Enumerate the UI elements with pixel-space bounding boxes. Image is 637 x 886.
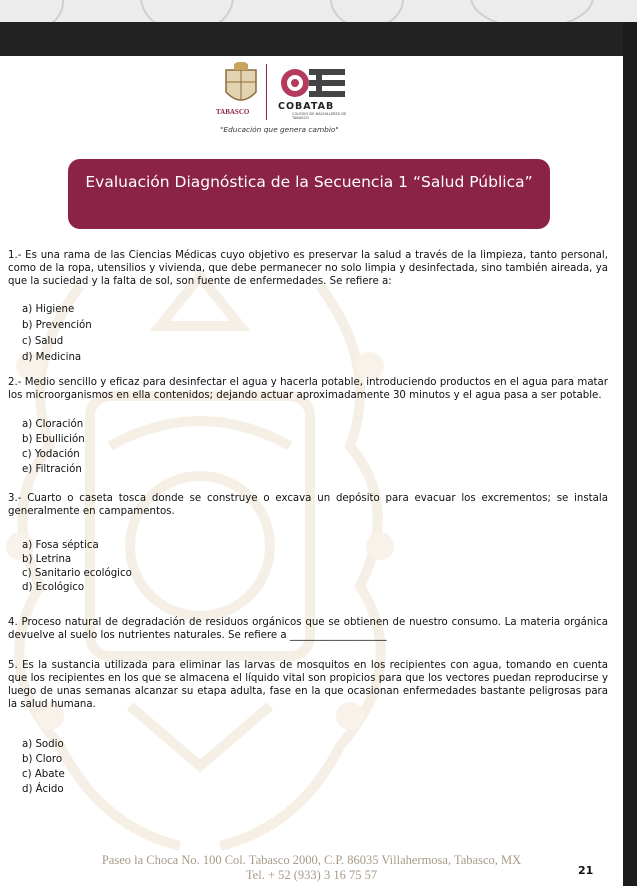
page-number: 21 [578,864,594,877]
question-5-option-b: b) Cloro [22,754,63,765]
question-5: 5. Es la sustancia utilizada para eliminar las larvas de mosquitos en los recipientes con agua, tomando en cuenta que los recipientes en los que se almacena el líquido vital son propicios para que los vectores puedan reproducirse y luego de unas semanas alcanzar su etapa adulta, fase en la que ocasionan enfermedades bastante peligrosas para la salud humana. [8,660,608,710]
document-page [0,56,623,886]
question-3-option-c: c) Sanitario ecológico [22,568,132,579]
footer-address: Paseo la Choca No. 100 Col. Tabasco 2000, C.P. 86035 Villahermosa, Tabasco, MX [101,853,522,867]
question-1-option-b: b) Prevención [22,320,92,331]
cobatab-subtitle: COLEGIO DE BACHILLERES DE TABASCO [292,112,347,120]
question-3: 3.- Cuarto o caseta tosca donde se construye o excava un depósito para evacuar los excrementos; se instala generalmente en campamentos. [8,493,608,517]
question-2: 2.- Medio sencillo y eficaz para desinfectar el agua y hacerla potable, introduciendo productos en el agua para matar los microorganismos en ella contenidos; dejando actuar aproximadamente 30 minutos y el agua pasa a ser potable. [8,377,608,401]
question-3-option-a: a) Fosa séptica [22,540,99,551]
tabasco-label: TABASCO [216,108,250,116]
viewer-top-bar [0,22,637,56]
question-2-option-e: e) Filtración [22,464,82,475]
question-5-option-c: c) Abate [22,769,65,780]
logo-divider [266,64,267,120]
cobatab-label: COBATAB [278,101,335,112]
viewer-right-bar [623,22,637,886]
page-title: Evaluación Diagnóstica de la Secuencia 1 “Salud Pública” [85,173,533,191]
question-4: 4. Proceso natural de degradación de residuos orgánicos que se obtienen de nuestro consumo. La materia orgánica devuelve al suelo los nutrientes naturales. Se refiere a ___________________ [8,617,608,641]
title-banner [68,159,550,229]
cobatab-logo-icon [278,64,348,102]
question-5-option-a: a) Sodio [22,739,64,750]
question-3-option-d: d) Ecológico [22,582,85,593]
question-1-option-a: a) Higiene [22,304,75,315]
question-1-option-c: c) Salud [22,336,64,347]
tabasco-coat-of-arms-icon [222,62,260,108]
question-3-option-b: b) Letrina [22,554,72,565]
question-1: 1.- Es una rama de las Ciencias Médicas cuyo objetivo es preservar la salud a través de la limpieza, tanto personal, como de la ropa, utensilios y vivienda, que debe permanecer no solo limpia y desinfectada, sino también aireada, ya que la suciedad y la falta de sol, son fuente de enfermedades. Se refiere a: [8,250,608,287]
question-5-option-d: d) Ácido [22,784,64,795]
question-2-option-c: c) Yodación [22,449,80,460]
question-2-option-a: a) Cloración [22,419,84,430]
slogan: "Educación que genera cambio" [220,125,339,134]
footer-phone: Tel. + 52 (933) 3 16 75 57 [245,868,378,882]
question-2-option-b: b) Ebullición [22,434,85,445]
question-1-option-d: d) Medicina [22,352,82,363]
